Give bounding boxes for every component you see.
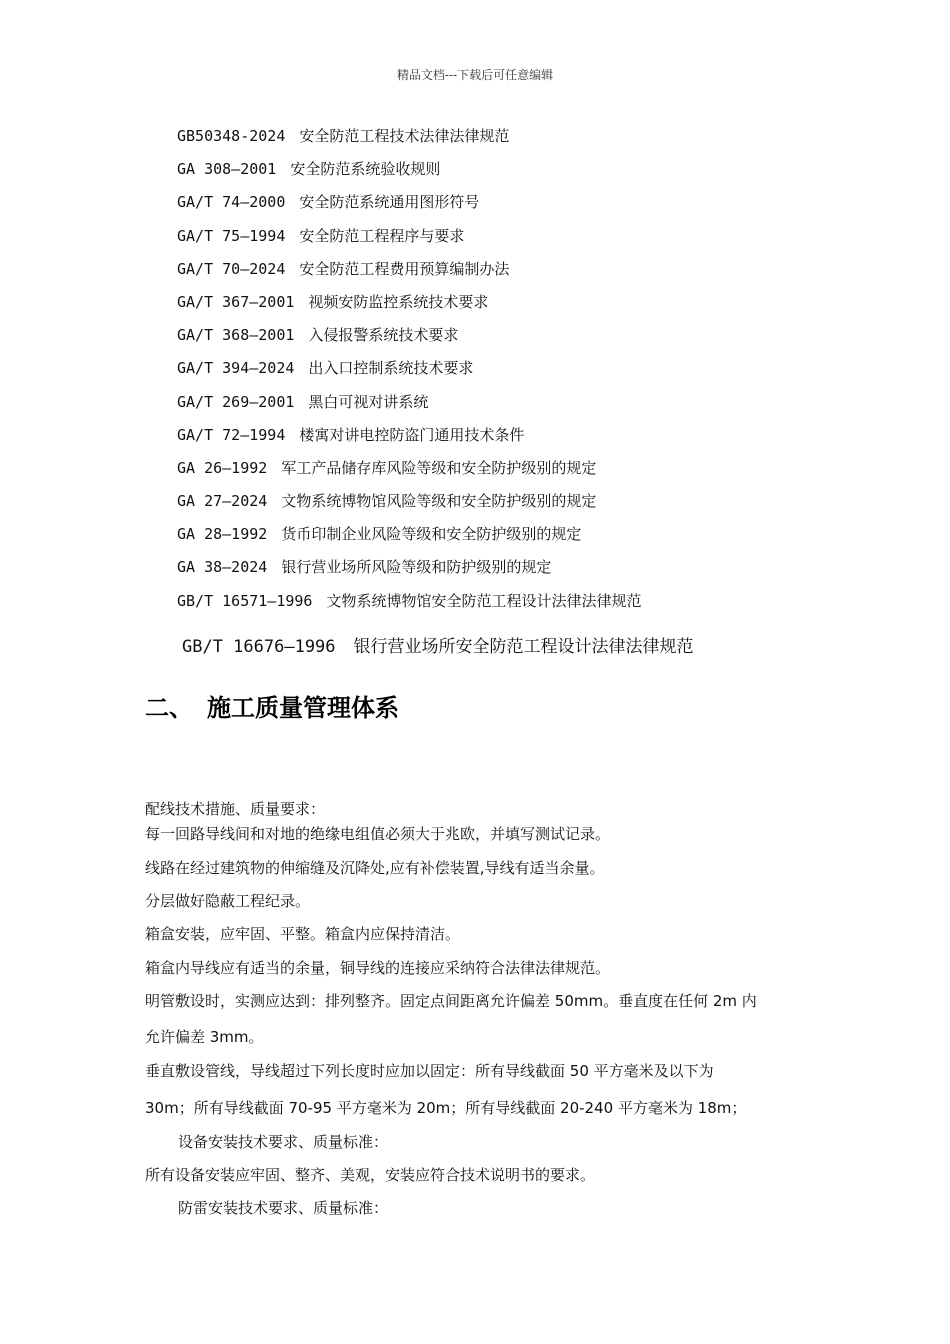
standard-item <box>177 458 877 491</box>
standard-title: 安全防范工程程序与要求 <box>299 226 465 245</box>
standard-code: GB50348-2024 <box>177 127 286 145</box>
standard-code: GB/T 16676—1996 <box>182 637 336 657</box>
standard-title: 文物系统博物馆安全防范工程设计法律法律规范 <box>326 591 642 610</box>
standard-item <box>177 491 877 524</box>
standard-title: 安全防范工程费用预算编制办法 <box>299 259 510 278</box>
standard-code: GA/T 394—2024 <box>177 359 295 378</box>
standard-item <box>177 226 877 259</box>
standard-item <box>177 126 877 159</box>
standard-title: 银行营业场所安全防范工程设计法律法律规范 <box>353 637 694 657</box>
paragraph: 每一回路导线间和对地的绝缘电组值必须大于兆欧，并填写测试记录。 <box>145 825 611 843</box>
standard-item <box>177 591 877 624</box>
paragraph: 分层做好隐蔽工程纪录。 <box>145 892 311 910</box>
standard-code: GA/T 74—2000 <box>177 193 286 212</box>
standard-code: GA 308—2001 <box>177 160 277 179</box>
standard-code: GA 26—1992 <box>177 458 268 477</box>
paragraph: 箱盒安装，应牢固、平整。箱盒内应保持清洁。 <box>145 925 461 943</box>
paragraph: 配线技术措施、质量要求： <box>145 800 326 818</box>
standard-code: GA 27—2024 <box>177 492 268 511</box>
standard-title: 军工产品储存库风险等级和安全防护级别的规定 <box>281 458 597 477</box>
paragraph: 30m；所有导线截面 70-95 平方毫米为 20m；所有导线截面 20-240 平方毫米为 18m； <box>145 1099 747 1117</box>
standard-item <box>177 392 877 425</box>
standard-title: 黑白可视对讲系统 <box>308 392 429 411</box>
standard-code: GA 28—1992 <box>177 525 268 544</box>
standard-title: 安全防范系统通用图形符号 <box>299 193 480 212</box>
standard-title: 楼寓对讲电控防盗门通用技术条件 <box>299 425 525 444</box>
standard-title: 货币印制企业风险等级和安全防护级别的规定 <box>281 525 582 544</box>
page-header: 精品文档---下载后可任意编辑 <box>396 68 554 82</box>
standard-title: 银行营业场所风险等级和防护级别的规定 <box>281 558 552 577</box>
standard-code: GA 38—2024 <box>177 558 268 577</box>
section-heading <box>145 688 399 723</box>
standard-item <box>177 159 877 192</box>
standard-title: 出入口控制系统技术要求 <box>308 359 474 378</box>
standard-item <box>177 358 877 391</box>
standard-title: 入侵报警系统技术要求 <box>308 326 459 345</box>
standard-item <box>177 192 877 225</box>
standard-code: GA/T 75—1994 <box>177 226 286 245</box>
standard-code: GB/T 16571—1996 <box>177 591 313 610</box>
standard-item-large <box>182 637 694 657</box>
standard-code: GA/T 367—2001 <box>177 292 295 311</box>
paragraph: 允许偏差 3mm。 <box>145 1028 264 1046</box>
standard-title: 安全防范系统验收规则 <box>290 160 441 179</box>
standard-item <box>177 259 877 292</box>
standards-list <box>177 126 877 624</box>
standard-code: GA/T 368—2001 <box>177 326 295 345</box>
standard-item <box>177 524 877 557</box>
paragraph: 箱盒内导线应有适当的余量，铜导线的连接应采纳符合法律法律规范。 <box>145 959 611 977</box>
standard-title: 安全防范工程技术法律法律规范 <box>299 127 510 145</box>
paragraph: 设备安装技术要求、质量标准： <box>178 1133 389 1151</box>
paragraph: 垂直敷设管线，导线超过下列长度时应加以固定：所有导线截面 50 平方毫米及以下为 <box>145 1062 714 1080</box>
standard-title: 文物系统博物馆风险等级和安全防护级别的规定 <box>281 492 597 511</box>
standard-item <box>177 557 877 590</box>
section-number: 二、 <box>145 694 193 722</box>
standard-item <box>177 325 877 358</box>
section-title: 施工质量管理体系 <box>207 694 399 722</box>
paragraph: 线路在经过建筑物的伸缩缝及沉降处,应有补偿装置,导线有适当余量。 <box>145 859 605 877</box>
standard-title: 视频安防监控系统技术要求 <box>308 292 489 311</box>
paragraph: 明管敷设时，实测应达到：排列整齐。固定点间距离允许偏差 50mm。垂直度在任何 2m 内 <box>145 992 757 1010</box>
standard-item <box>177 292 877 325</box>
paragraph: 所有设备安装应牢固、整齐、美观，安装应符合技术说明书的要求。 <box>145 1166 596 1184</box>
paragraph: 防雷安装技术要求、质量标准： <box>178 1199 389 1217</box>
standard-code: GA/T 269—2001 <box>177 392 295 411</box>
standard-code: GA/T 70—2024 <box>177 259 286 278</box>
standard-item <box>177 425 877 458</box>
standard-code: GA/T 72—1994 <box>177 425 286 444</box>
